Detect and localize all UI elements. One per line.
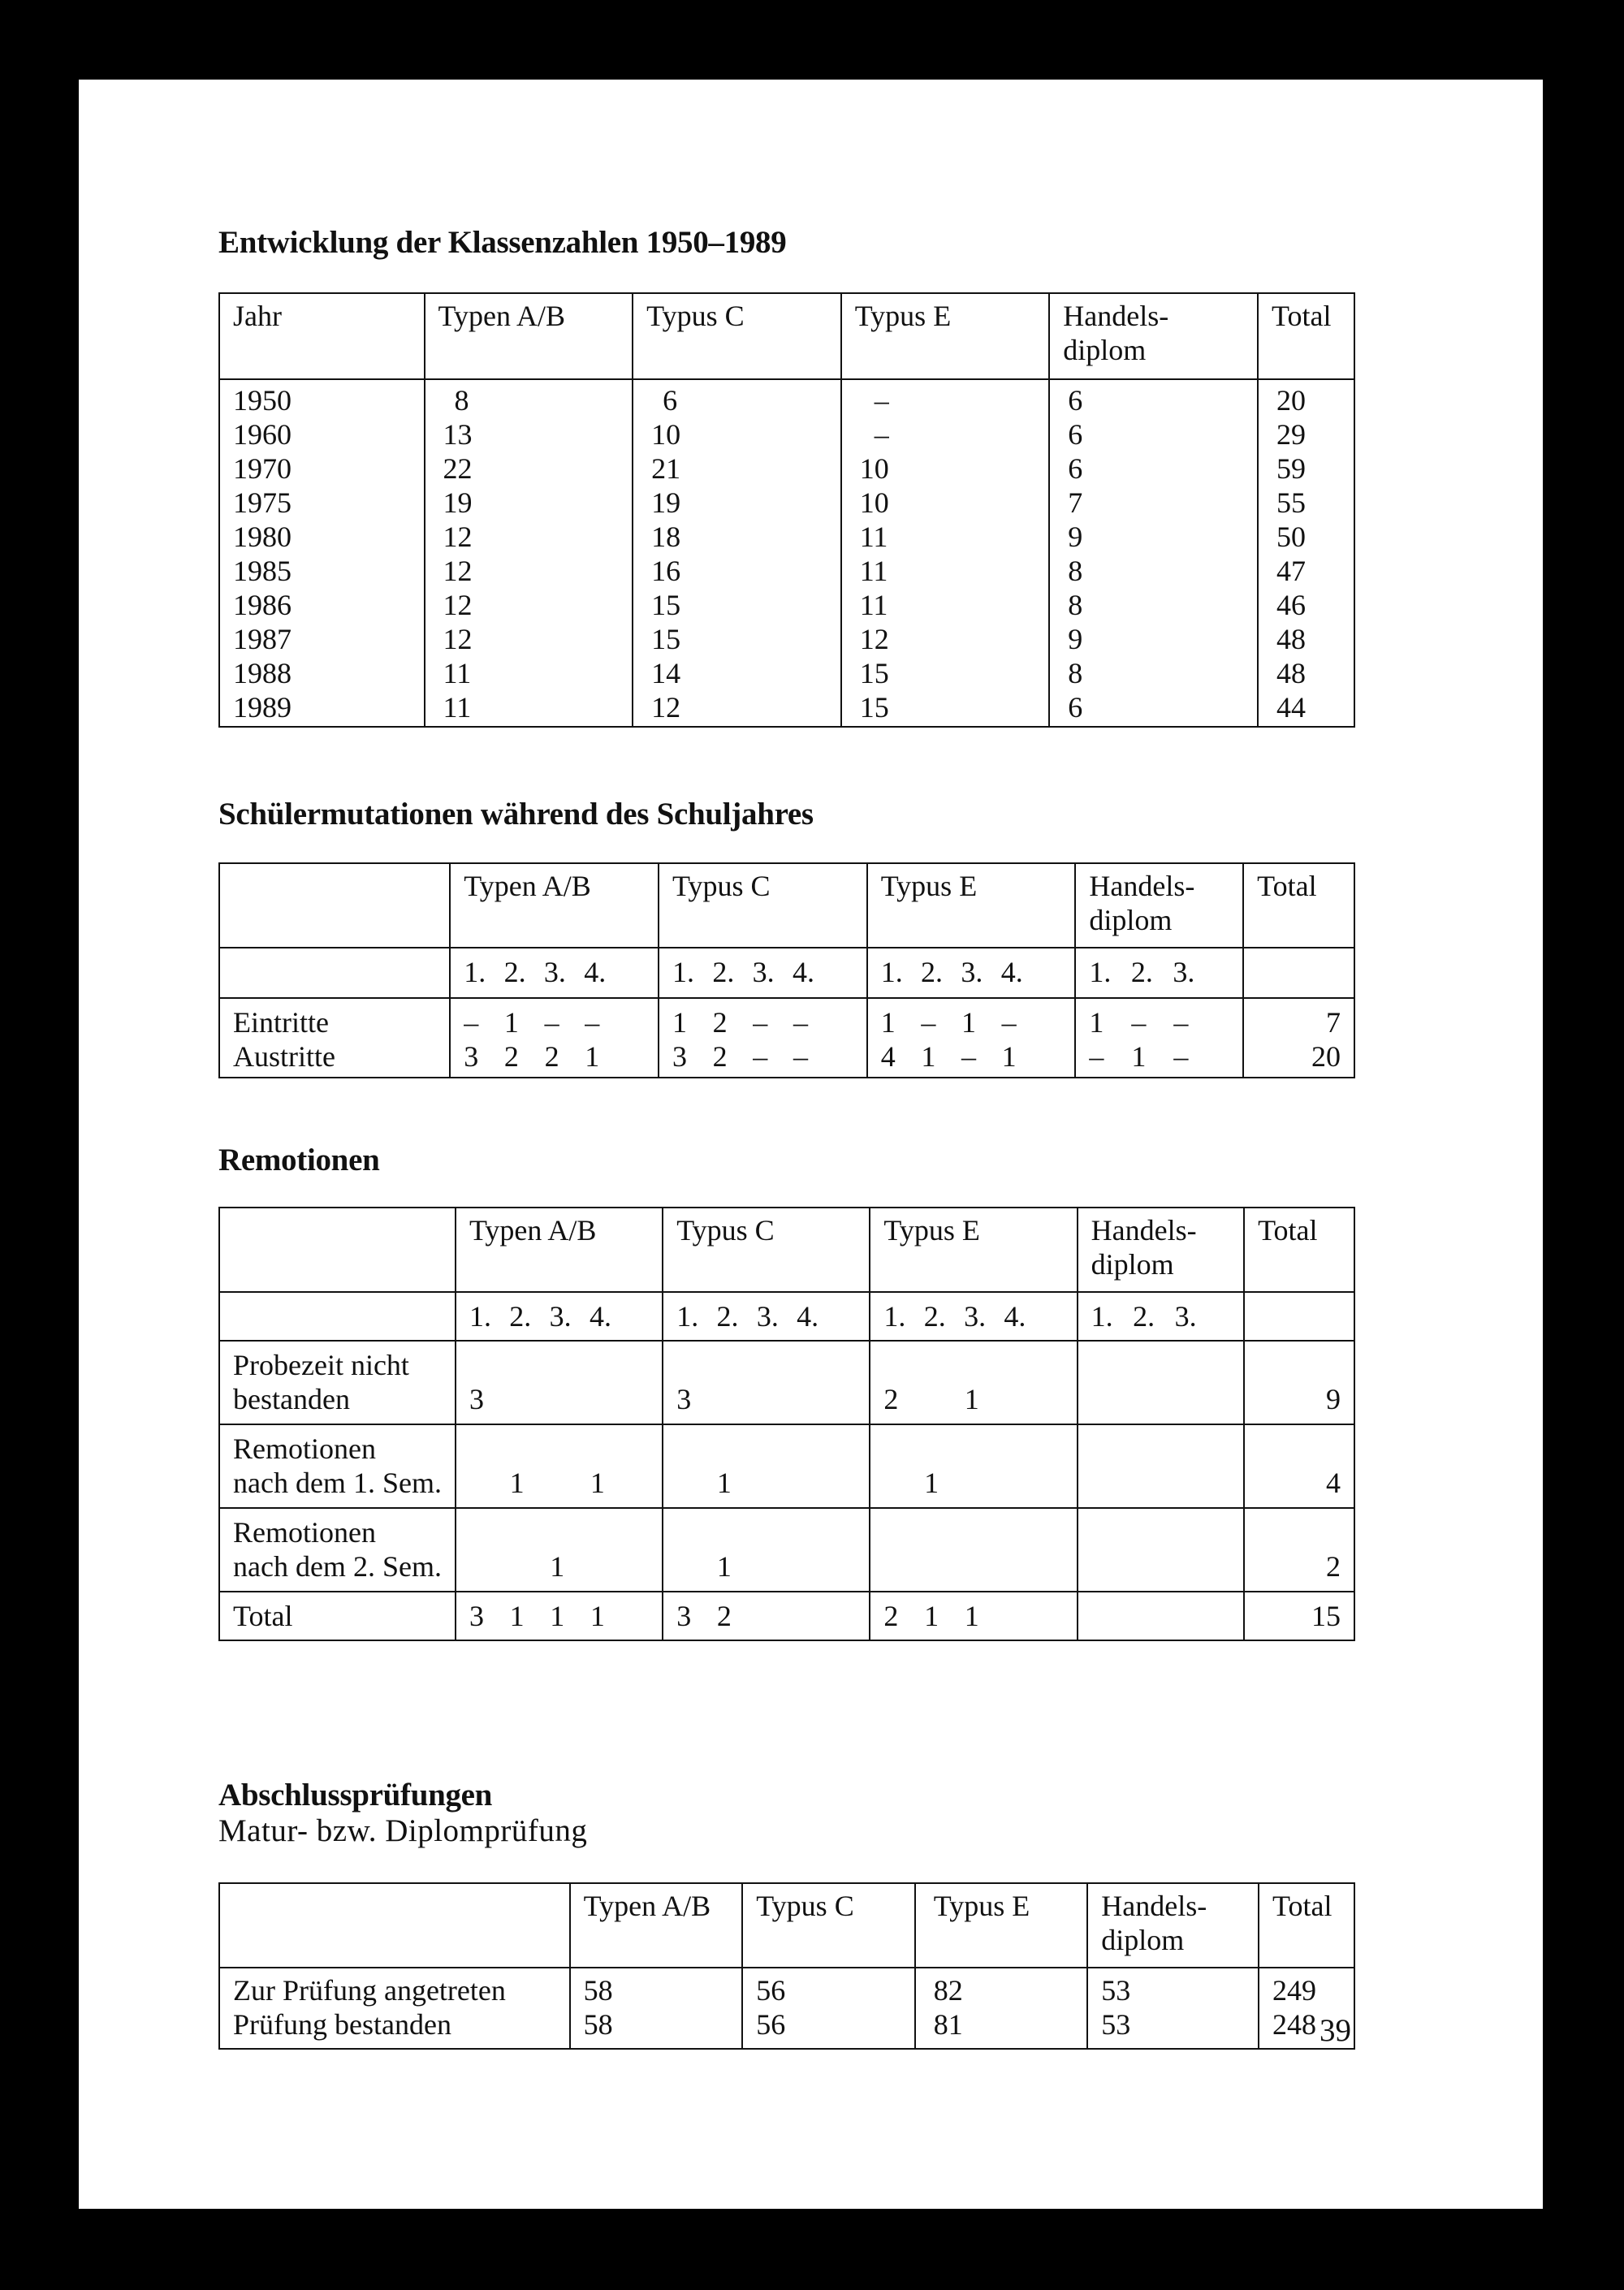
cell: [1004, 1599, 1026, 1633]
grade: 1.: [880, 956, 903, 988]
cell: 1: [550, 1600, 565, 1632]
cell: [469, 1549, 490, 1584]
cell: 1: [1131, 1040, 1147, 1073]
cell-total: 2: [1244, 1508, 1354, 1592]
grade: 4.: [584, 956, 607, 988]
cell-year: 1950: [233, 384, 292, 417]
cell: –: [961, 1040, 977, 1073]
grade: 4.: [589, 1300, 611, 1333]
label-angetreten: Zur Prüfung angetreten: [233, 1974, 506, 2007]
cell: 249: [1272, 1974, 1317, 2007]
section-title-remotionen: Remotionen: [218, 1143, 380, 1177]
col-jahr: [219, 379, 425, 727]
cell-e: [870, 1424, 1077, 1508]
cell-total: 46: [1276, 589, 1306, 621]
grade: 2.: [509, 1300, 532, 1333]
grade-total-empty: [1243, 948, 1354, 998]
cell-year: 1970: [233, 452, 292, 485]
cell: [676, 1549, 698, 1584]
cell-c: 15: [651, 589, 681, 621]
cell: 1: [509, 1600, 525, 1632]
cell: –: [1173, 1040, 1189, 1073]
header-typus-e: Typus E: [870, 1208, 1077, 1292]
cell-hd: [1078, 1508, 1244, 1592]
cell: 1: [1001, 1040, 1017, 1073]
cell-e: 11: [859, 555, 888, 587]
cell-hd: 6: [1068, 418, 1083, 451]
cell-total: 9: [1244, 1341, 1354, 1424]
page-number: 39: [1320, 2013, 1351, 2048]
total-eintritte: 7: [1326, 1006, 1341, 1039]
grade: 3.: [756, 1300, 779, 1333]
cell: 58: [583, 1974, 613, 2007]
header-typus-c: Typus C: [742, 1883, 915, 1968]
cell: –: [1173, 1006, 1189, 1039]
cell-c: 21: [651, 452, 681, 485]
cell-ab: 8: [454, 384, 469, 417]
cell-ab: 12: [443, 521, 473, 553]
cell-e: 11: [859, 589, 888, 621]
grade: 1.: [1091, 1300, 1113, 1333]
cell: [590, 1549, 611, 1584]
cell: 82: [933, 1974, 963, 2007]
table-schuelermutationen: [218, 862, 1355, 1078]
cell-ab: [456, 1341, 663, 1424]
label-line: Probezeit nicht: [233, 1349, 409, 1381]
cell-total: 48: [1276, 657, 1306, 689]
cell: [510, 1549, 531, 1584]
cell: –: [753, 1040, 768, 1073]
cell: 1: [964, 1600, 979, 1632]
cell: –: [1089, 1040, 1104, 1073]
cell: 3: [672, 1040, 687, 1073]
cell-c: [663, 1424, 870, 1508]
cell: 56: [756, 2008, 786, 2041]
cell-year: 1980: [233, 521, 292, 553]
header-typus-c: Typus C: [633, 293, 841, 379]
cell-ab: [456, 1424, 663, 1508]
cell: [1004, 1382, 1026, 1416]
cell-year: 1989: [233, 691, 292, 724]
grades-c: [663, 1292, 870, 1341]
exam-labels: [219, 1968, 570, 2049]
cell-year: 1986: [233, 589, 292, 621]
cell: [924, 1382, 945, 1416]
cell-e: [870, 1508, 1077, 1592]
cell: –: [1001, 1006, 1017, 1039]
header-empty: [219, 1883, 570, 1968]
table-remotionen: [218, 1207, 1355, 1641]
section-title-abschlusspruefungen: Abschlussprüfungen: [218, 1778, 493, 1813]
cell-hd: 8: [1068, 589, 1083, 621]
total-total: 15: [1244, 1592, 1354, 1640]
cell-hd: [1078, 1341, 1244, 1424]
label-probezeit: [219, 1341, 456, 1424]
grades-hd: [1075, 948, 1243, 998]
cell-hd: 9: [1068, 521, 1083, 553]
cell-total: 44: [1276, 691, 1306, 724]
grade: 4.: [1004, 1300, 1026, 1333]
cell-total: 47: [1276, 555, 1306, 587]
header-diplom: diplom: [1089, 904, 1173, 936]
header-total: Total: [1244, 1208, 1354, 1292]
cell: [469, 1466, 490, 1500]
total-c: [663, 1592, 870, 1640]
document-page: [79, 80, 1543, 2209]
cell: –: [464, 1006, 479, 1039]
cell: 2: [544, 1040, 559, 1073]
header-empty: [219, 1208, 456, 1292]
header-handelsdiplom: [1087, 1883, 1259, 1968]
cell: 3: [676, 1383, 692, 1415]
cell: 1: [924, 1467, 939, 1499]
cell: [676, 1466, 698, 1500]
cell-ab: 11: [443, 691, 472, 724]
grades-c: [659, 948, 867, 998]
cell: 2: [712, 1006, 728, 1039]
grade-total-empty: [1244, 1292, 1354, 1341]
grade: 2.: [1130, 956, 1153, 988]
cell: 2: [883, 1600, 899, 1632]
grade: 4.: [797, 1300, 819, 1333]
cell: 2: [883, 1383, 899, 1415]
cell-c: 16: [651, 555, 681, 587]
exam-ab: [570, 1968, 743, 2049]
cell: 3: [464, 1040, 479, 1073]
cell-c: 18: [651, 521, 681, 553]
cell-e: 15: [859, 691, 889, 724]
cell-ab: 12: [443, 555, 473, 587]
cell-hd: 8: [1068, 555, 1083, 587]
mutation-c: [659, 998, 867, 1078]
grade-label-empty: [219, 948, 450, 998]
mutation-ab: [450, 998, 659, 1078]
cell: [510, 1382, 531, 1416]
header-handelsdiplom: [1078, 1208, 1244, 1292]
mutation-labels: [219, 998, 450, 1078]
cell-c: 10: [651, 418, 681, 451]
header-diplom: diplom: [1101, 1924, 1185, 1956]
cell-c: 19: [651, 486, 681, 519]
cell-total: 59: [1276, 452, 1306, 485]
cell-total: 50: [1276, 521, 1306, 553]
header-jahr: Jahr: [219, 293, 425, 379]
col-total: [1258, 379, 1354, 727]
col-typus-c: [633, 379, 841, 727]
cell-c: 12: [651, 691, 681, 724]
cell-ab: 13: [443, 418, 473, 451]
cell: 3: [469, 1600, 484, 1632]
cell-c: [663, 1508, 870, 1592]
cell: 1: [585, 1040, 600, 1073]
total-e: [870, 1592, 1077, 1640]
cell: 81: [933, 2008, 963, 2041]
label-eintritte: Eintritte: [233, 1006, 329, 1039]
cell-c: [663, 1341, 870, 1424]
header-diplom: diplom: [1091, 1248, 1174, 1281]
cell-total: 48: [1276, 623, 1306, 655]
grade: 3.: [964, 1300, 987, 1333]
label-bestanden: Prüfung bestanden: [233, 2008, 451, 2041]
cell-e: 11: [859, 521, 888, 553]
label-line: Remotionen: [233, 1516, 376, 1549]
cell: [758, 1599, 779, 1633]
header-typus-e: Typus E: [867, 863, 1076, 948]
header-typen-ab: Typen A/B: [425, 293, 633, 379]
label-austritte: Austritte: [233, 1040, 335, 1073]
cell: 248: [1272, 2008, 1317, 2041]
cell-ab: 22: [443, 452, 473, 485]
cell: [797, 1466, 818, 1500]
cell: 1: [880, 1006, 896, 1039]
cell: –: [544, 1006, 559, 1039]
grade: 3.: [961, 956, 983, 988]
cell: [590, 1382, 611, 1416]
cell: 1: [590, 1467, 605, 1499]
cell: [797, 1599, 818, 1633]
table-klassenzahlen: [218, 292, 1355, 728]
grade: 2.: [712, 956, 735, 988]
grades-e: [867, 948, 1076, 998]
header-handelsdiplom: [1075, 863, 1243, 948]
header-typus-c: Typus C: [663, 1208, 870, 1292]
cell: 1: [1089, 1006, 1104, 1039]
col-typus-e: [841, 379, 1050, 727]
cell: –: [793, 1006, 808, 1039]
cell: 56: [756, 1974, 786, 2007]
grade: 1.: [1089, 956, 1112, 988]
cell: [758, 1549, 779, 1584]
cell: –: [585, 1006, 600, 1039]
header-handelsdiplom: [1049, 293, 1258, 379]
cell-year: 1987: [233, 623, 292, 655]
label-total: Total: [219, 1592, 456, 1640]
label-line: Remotionen: [233, 1432, 376, 1465]
grade: 2.: [503, 956, 526, 988]
col-handelsdiplom: [1049, 379, 1258, 727]
cell: 1: [716, 1550, 732, 1583]
grade: 3.: [543, 956, 566, 988]
header-total: Total: [1258, 293, 1354, 379]
cell-total: 20: [1276, 384, 1306, 417]
cell: [758, 1382, 779, 1416]
grade: 4.: [1000, 956, 1023, 988]
cell-year: 1960: [233, 418, 292, 451]
cell-year: 1975: [233, 486, 292, 519]
header-typus-c: Typus C: [659, 863, 867, 948]
section-title-klassenzahlen: Entwicklung der Klassenzahlen 1950–1989: [218, 225, 787, 260]
grade: 3.: [1174, 1300, 1197, 1333]
cell-year: 1988: [233, 657, 292, 689]
table-abschlusspruefungen: [218, 1882, 1355, 2050]
header-handels: Handels-: [1091, 1214, 1197, 1247]
cell-hd: 6: [1068, 384, 1083, 417]
header-handels: Handels-: [1063, 300, 1169, 332]
cell-e: [870, 1341, 1077, 1424]
cell: 1: [503, 1006, 519, 1039]
cell-ab: [456, 1508, 663, 1592]
cell-e: 12: [859, 623, 889, 655]
header-total: Total: [1259, 1883, 1354, 1968]
cell: 2: [716, 1600, 732, 1632]
header-total: Total: [1243, 863, 1354, 948]
header-typus-e: Typus E: [915, 1883, 1088, 1968]
cell-ab: 19: [443, 486, 473, 519]
grade: 1.: [469, 1300, 491, 1333]
grades-hd: [1078, 1292, 1244, 1341]
exam-hd: [1087, 1968, 1259, 2049]
grade-label-empty: [219, 1292, 456, 1341]
grade: 1.: [672, 956, 694, 988]
cell: 53: [1101, 1974, 1131, 2007]
cell-total: 4: [1244, 1424, 1354, 1508]
cell: [550, 1382, 571, 1416]
cell-e: 10: [859, 486, 889, 519]
cell: [883, 1466, 905, 1500]
grade: 3.: [549, 1300, 572, 1333]
cell-e: 10: [859, 452, 889, 485]
section-title-schuelermutationen: Schülermutationen während des Schuljahres: [218, 797, 814, 832]
grades-e: [870, 1292, 1077, 1341]
total-austritte: 20: [1311, 1040, 1341, 1073]
total-hd: [1078, 1592, 1244, 1640]
cell: [965, 1466, 986, 1500]
cell: 2: [503, 1040, 519, 1073]
header-handels: Handels-: [1089, 870, 1195, 902]
cell: 1: [672, 1006, 687, 1039]
grade: 4.: [792, 956, 814, 988]
grade: 1.: [676, 1300, 699, 1333]
cell: 1: [509, 1467, 525, 1499]
label-line: bestanden: [233, 1383, 350, 1415]
cell-ab: 12: [443, 589, 473, 621]
header-handels: Handels-: [1101, 1890, 1207, 1922]
cell: [717, 1382, 738, 1416]
label-remotionen-1: [219, 1424, 456, 1508]
cell: 1: [590, 1600, 605, 1632]
col-typen-ab: [425, 379, 633, 727]
cell-ab: 11: [443, 657, 472, 689]
cell-hd: 7: [1068, 486, 1083, 519]
cell: 1: [964, 1383, 979, 1415]
cell-year: 1985: [233, 555, 292, 587]
grade: 2.: [923, 1300, 946, 1333]
cell: –: [921, 1006, 936, 1039]
grade: 2.: [716, 1300, 739, 1333]
header-typen-ab: Typen A/B: [456, 1208, 663, 1292]
cell: –: [793, 1040, 808, 1073]
cell: –: [1131, 1006, 1147, 1039]
exam-e: [915, 1968, 1088, 2049]
cell-hd: 9: [1068, 623, 1083, 655]
header-diplom: diplom: [1063, 334, 1147, 366]
cell: 3: [676, 1600, 692, 1632]
header-empty: [219, 863, 450, 948]
cell-hd: 6: [1068, 691, 1083, 724]
grade: 2.: [921, 956, 944, 988]
header-typus-e: Typus E: [841, 293, 1050, 379]
cell-e: 15: [859, 657, 889, 689]
cell: 1: [961, 1006, 977, 1039]
cell: 1: [550, 1550, 565, 1583]
mutation-hd: [1075, 998, 1243, 1078]
grade: 1.: [883, 1300, 906, 1333]
label-line: nach dem 1. Sem.: [233, 1467, 442, 1499]
grade: 1.: [464, 956, 486, 988]
cell: 53: [1101, 2008, 1131, 2041]
cell: –: [753, 1006, 768, 1039]
cell: [797, 1549, 818, 1584]
cell-hd: 6: [1068, 452, 1083, 485]
header-typen-ab: Typen A/B: [450, 863, 659, 948]
cell: [797, 1382, 818, 1416]
cell-total: 55: [1276, 486, 1306, 519]
cell: 1: [921, 1040, 936, 1073]
cell: 2: [712, 1040, 728, 1073]
cell: [550, 1466, 571, 1500]
label-line: nach dem 2. Sem.: [233, 1550, 442, 1583]
cell: [758, 1466, 779, 1500]
label-remotionen-2: [219, 1508, 456, 1592]
grade: 2.: [1133, 1300, 1155, 1333]
mutation-total: [1243, 998, 1354, 1078]
cell: 1: [716, 1467, 732, 1499]
mutation-e: [867, 998, 1076, 1078]
cell-total: 29: [1276, 418, 1306, 451]
grade: 3.: [752, 956, 775, 988]
cell: 3: [469, 1383, 484, 1415]
cell-c: 15: [651, 623, 681, 655]
cell: 58: [583, 2008, 613, 2041]
cell-hd: 8: [1068, 657, 1083, 689]
cell: [1004, 1466, 1026, 1500]
section-subtitle: Matur- bzw. Diplomprüfung: [218, 1813, 588, 1848]
exam-c: [742, 1968, 915, 2049]
grades-ab: [450, 948, 659, 998]
cell: 1: [924, 1600, 939, 1632]
grade: 3.: [1173, 956, 1195, 988]
cell-c: 6: [663, 384, 678, 417]
cell-hd: [1078, 1424, 1244, 1508]
cell-ab: 12: [443, 623, 473, 655]
cell-e: –: [874, 384, 889, 417]
cell-e: –: [874, 418, 889, 451]
grades-ab: [456, 1292, 663, 1341]
header-typen-ab: Typen A/B: [570, 1883, 743, 1968]
cell-c: 14: [651, 657, 681, 689]
cell: 4: [880, 1040, 896, 1073]
total-ab: [456, 1592, 663, 1640]
